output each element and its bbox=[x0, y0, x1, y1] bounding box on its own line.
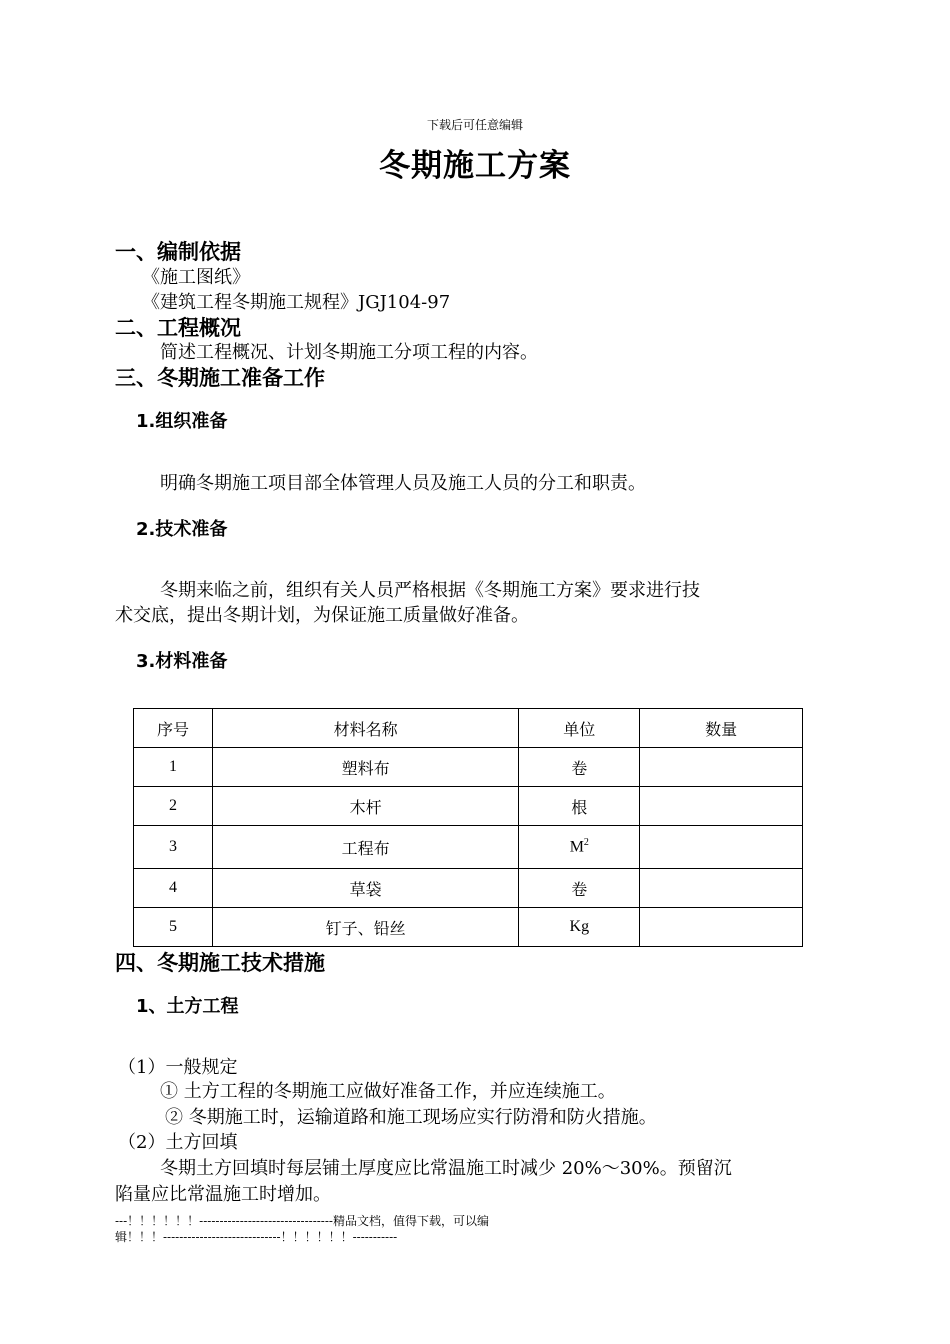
material-quantity bbox=[640, 748, 803, 787]
page-title: 冬期施工方案 bbox=[379, 148, 571, 184]
material-unit: 卷 bbox=[519, 869, 640, 908]
table-row bbox=[134, 787, 803, 826]
table-row bbox=[134, 908, 803, 947]
material-quantity bbox=[640, 869, 803, 908]
section-3-heading: 三、冬期施工准备工作 bbox=[115, 366, 325, 390]
section-4-heading: 四、冬期施工技术措施 bbox=[115, 951, 325, 975]
paragraph: 明确冬期施工项目部全体管理人员及施工人员的分工和职责。 bbox=[160, 473, 646, 494]
unit-text: M bbox=[569, 838, 584, 856]
material-unit: 卷 bbox=[519, 748, 640, 787]
subsection-heading: 3.材料准备 bbox=[136, 651, 228, 672]
material-name: 草袋 bbox=[212, 869, 519, 908]
footer-line: 辑！！！-----------------------------！！！！！！----------- bbox=[115, 1230, 398, 1244]
material-quantity bbox=[640, 787, 803, 826]
column-header: 单位 bbox=[519, 709, 640, 748]
header-note: 下载后可任意编辑 bbox=[426, 118, 523, 132]
section-1-heading: 一、编制依据 bbox=[115, 240, 241, 264]
material-unit bbox=[519, 826, 640, 869]
reference-item: 《施工图纸》 bbox=[142, 267, 250, 288]
material-name: 钉子、铅丝 bbox=[212, 908, 519, 947]
column-header: 材料名称 bbox=[212, 709, 519, 748]
material-unit: Kg bbox=[519, 908, 640, 947]
footer-line: ---！！！！！！---------------------------------精品文档，值得下载，可以编 bbox=[115, 1214, 489, 1228]
material-quantity bbox=[640, 826, 803, 869]
table-header-row bbox=[134, 709, 803, 748]
row-number: 1 bbox=[134, 748, 213, 787]
subsection-heading: 2.技术准备 bbox=[136, 519, 228, 540]
material-unit: 根 bbox=[519, 787, 640, 826]
materials-table bbox=[133, 708, 803, 947]
paragraph: 陷量应比常温施工时增加。 bbox=[115, 1184, 331, 1205]
material-name: 塑料布 bbox=[212, 748, 519, 787]
row-number: 4 bbox=[134, 869, 213, 908]
clause-item: ② 冬期施工时，运输道路和施工现场应实行防滑和防火措施。 bbox=[165, 1107, 657, 1128]
reference-item: 《建筑工程冬期施工规程》JGJ104-97 bbox=[142, 292, 451, 313]
material-name: 工程布 bbox=[212, 826, 519, 869]
subsection-heading: 1.组织准备 bbox=[136, 411, 228, 432]
paragraph: 冬期土方回填时每层铺土厚度应比常温施工时减少 20%～30%。预留沉 bbox=[160, 1158, 732, 1179]
section-2-text: 简述工程概况、计划冬期施工分项工程的内容。 bbox=[160, 342, 538, 363]
row-number: 5 bbox=[134, 908, 213, 947]
unit-superscript: 2 bbox=[583, 837, 589, 849]
section-2-heading: 二、工程概况 bbox=[115, 316, 241, 340]
material-quantity bbox=[640, 908, 803, 947]
column-header: 序号 bbox=[134, 709, 213, 748]
row-number: 3 bbox=[134, 826, 213, 869]
row-number: 2 bbox=[134, 787, 213, 826]
table-row bbox=[134, 826, 803, 869]
clause-heading: （2）土方回填 bbox=[118, 1132, 238, 1153]
material-name: 木杆 bbox=[212, 787, 519, 826]
clause-heading: （1）一般规定 bbox=[118, 1057, 238, 1078]
subsection-heading: 1、土方工程 bbox=[136, 996, 239, 1017]
table-row bbox=[134, 748, 803, 787]
column-header: 数量 bbox=[640, 709, 803, 748]
paragraph: 冬期来临之前，组织有关人员严格根据《冬期施工方案》要求进行技 bbox=[160, 580, 700, 601]
clause-item: ① 土方工程的冬期施工应做好准备工作，并应连续施工。 bbox=[160, 1081, 616, 1102]
table-row bbox=[134, 869, 803, 908]
paragraph: 术交底，提出冬期计划，为保证施工质量做好准备。 bbox=[115, 605, 529, 626]
